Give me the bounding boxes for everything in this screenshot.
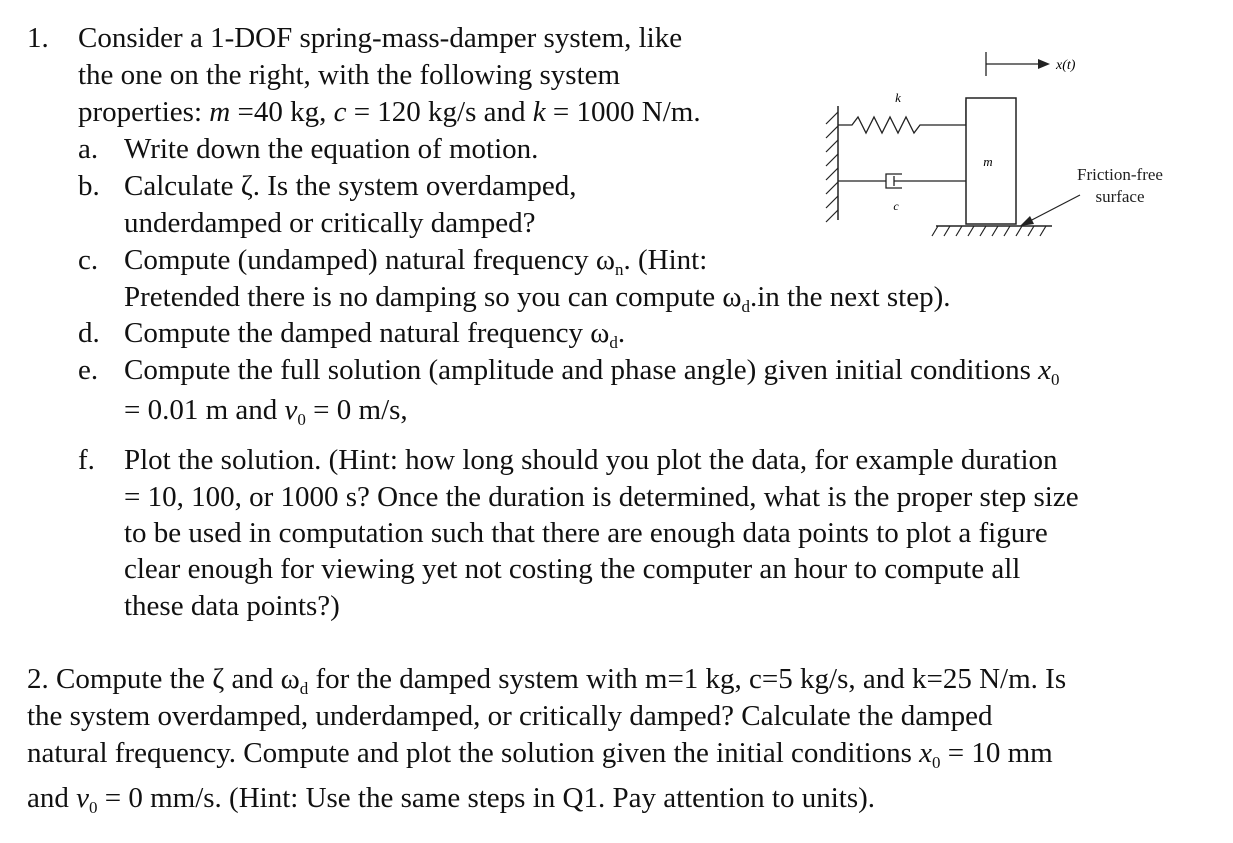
q1-item-c-marker: c. [78, 244, 99, 276]
q2-line2: the system overdamped, underdamped, or critically damped? Calculate the damped [27, 700, 993, 732]
damper [838, 174, 966, 188]
q1-item-a-text: Write down the equation of motion. [124, 133, 539, 165]
spring-label: k [895, 90, 901, 105]
q1-intro-line1: Consider a 1-DOF spring-mass-damper system, like [78, 22, 683, 54]
q1-item-f-text-line2: = 10, 100, or 1000 s? Once the duration is determined, what is the proper step size [124, 481, 1079, 513]
fixed-wall [826, 106, 838, 222]
q1-item-a-marker: a. [78, 133, 99, 165]
mass-label: m [983, 154, 993, 169]
surface-label-line1: Friction-free [1077, 165, 1163, 184]
q1-item-f-text-line3: to be used in computation such that there are enough data points to plot a figure [124, 517, 1048, 549]
ground-surface [932, 226, 1052, 236]
q1-intro-line2: the one on the right, with the following system [78, 59, 621, 91]
spring-mass-damper-diagram [810, 40, 1190, 250]
q2-line3: natural frequency. Compute and plot the solution given the initial conditions $x_0 = 10$ mm [27, 737, 1053, 772]
spring [838, 100, 966, 133]
q1-item-f-marker: f. [78, 444, 95, 476]
q1-number: 1. [27, 22, 49, 54]
damper-label: c [893, 199, 899, 213]
friction-pointer [1020, 195, 1080, 226]
q1-item-d-marker: d. [78, 317, 100, 349]
q1-intro-line3: properties: m =40 kg, c = 120 kg/s and k = 1000 N/m. [78, 96, 701, 128]
q2-line1: 2. Compute the ζ and $\omega_d$ for the damped system with m=1 kg, c=5 kg/s, and k=25 N/m. Is [27, 663, 1067, 698]
q1-item-b-text-line1: Calculate ζ. Is the system overdamped, [124, 170, 577, 202]
surface-label-line2: surface [1095, 187, 1145, 206]
displacement-label: x(t) [1056, 58, 1076, 73]
displacement-arrow [986, 52, 1050, 76]
q1-item-b-marker: b. [78, 170, 100, 202]
q1-item-c-text-line2: Pretended there is no damping so you can compute $\omega_d.in$ the next step). [124, 281, 951, 316]
q1-item-e-text-line2: = 0.01 m and $v_0 = 0$ m/s, [124, 394, 408, 429]
q1-item-e-marker: e. [78, 354, 99, 386]
q1-item-b-text-line2: underdamped or critically damped? [124, 207, 536, 239]
q1-item-f-text-line1: Plot the solution. (Hint: how long should you plot the data, for example duration [124, 444, 1058, 476]
q1-item-e-text-line1: Compute the full solution (amplitude and phase angle) given initial conditions $x_0$ [124, 354, 1060, 389]
q1-item-c-text-line1: Compute (undamped) natural frequency $\omega_n$. (Hint: [124, 244, 708, 279]
q2-line4: and $v_0 = 0$ mm/s. (Hint: Use the same steps in Q1. Pay attention to units). [27, 782, 876, 817]
q1-item-d-text: Compute the damped natural frequency $\omega_d$. [124, 317, 626, 352]
q1-item-f-text-line4: clear enough for viewing yet not costing the computer an hour to compute all [124, 553, 1021, 585]
q1-item-f-text-line5: these data points?) [124, 590, 340, 622]
